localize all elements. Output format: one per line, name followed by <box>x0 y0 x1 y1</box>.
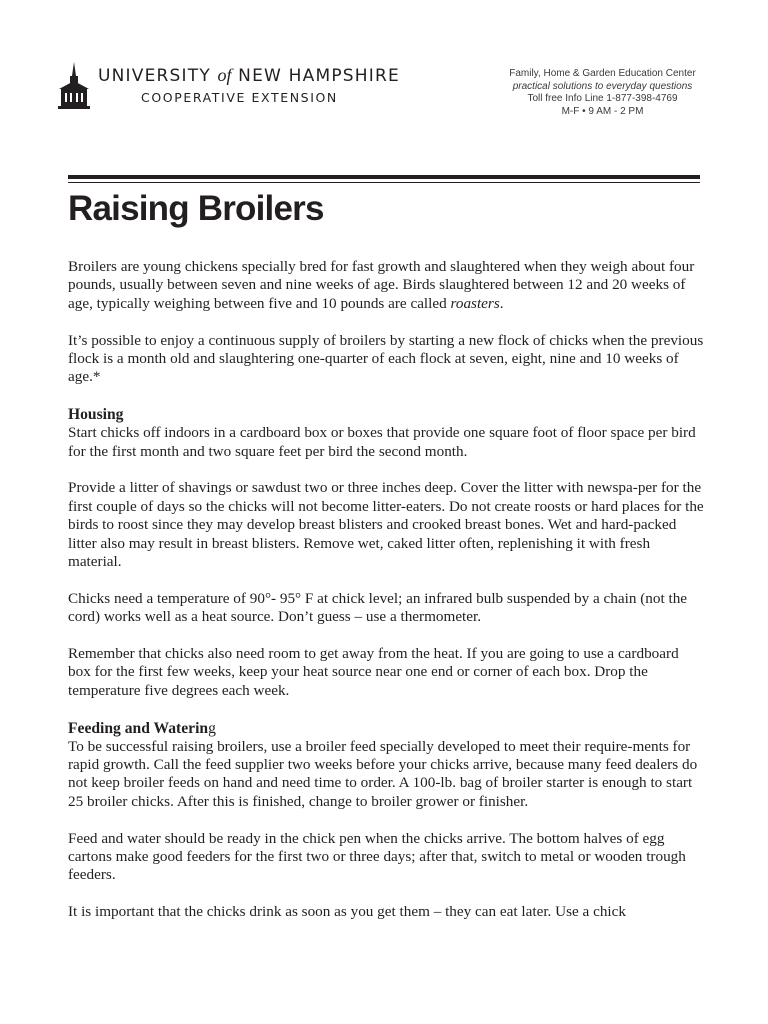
cooperative-extension-label: COOPERATIVE EXTENSION <box>141 90 338 105</box>
education-center-name: Family, Home & Garden Education Center <box>509 68 696 79</box>
intro-paragraph-1: Broilers are young chickens specially bred for fast growth and slaughtered when they weigh about four pounds, usually between seven and nine weeks of age. Birds slaughtered between 12 and 20 weeks of age, typically weighing between five and 10 pounds are called roasters. <box>68 258 695 312</box>
page-title: Raising Broilers <box>68 189 324 228</box>
roasters-term: roasters <box>450 294 500 312</box>
feeding-paragraph-2: Feed and water should be ready in the chick pen when the chicks arrive. The bottom halves of egg cartons make good feeders for the first two or three days; after that, switch to metal or wooden trough feeders. <box>68 829 686 884</box>
feeding-heading: Feeding and Watering <box>68 719 216 737</box>
housing-paragraph-2: Provide a litter of shavings or sawdust two or three inches deep. Cover the litter with newspa-per for the first couple of days so the chicks will not become litter-eaters. Do not create roosts or hard places for the birds to roost since they may develop breast blisters and crooked breast bones. Wet and hard-packed litter also may result in breast blisters. Remove wet, caked litter often, replenishing it with fresh material. <box>68 479 704 571</box>
housing-heading: Housing <box>68 406 124 424</box>
info-line-phone: Toll free Info Line 1-877-398-4769 <box>527 93 678 104</box>
housing-paragraph-3: Chicks need a temperature of 90°- 95° F at chick level; an infrared bulb suspended by a chain (not the cord) works well as a heat source. Don’t guess – use a thermometer. <box>68 589 688 626</box>
header-divider-thick <box>68 175 700 179</box>
housing-paragraph-4: Remember that chicks also need room to get away from the heat. If you are going to use a cardboard box for the first few weeks, keep your heat source near one end or corner of each box. Drop the temperature five degrees each week. <box>68 645 679 699</box>
center-tagline: practical solutions to everyday questions <box>512 80 693 92</box>
contact-info <box>480 68 725 118</box>
intro-paragraph-2: It’s possible to enjoy a continuous supply of broilers by starting a new flock of chicks when the previous flock is a month old and slaughtering one-quarter of each flock at seven, eight, nine and 10 weeks of age.* <box>68 331 704 386</box>
thompson-hall-icon <box>58 62 90 110</box>
page-header <box>0 0 768 170</box>
feeding-paragraph-3: It is important that the chicks drink as soon as you get them – they can eat later. Use a chick <box>68 903 626 921</box>
article-body <box>68 258 704 940</box>
office-hours: M-F • 9 AM - 2 PM <box>561 105 644 117</box>
feeding-paragraph-1: To be successful raising broilers, use a broiler feed specially developed to meet their require-ments for rapid growth. Call the feed supplier two weeks before your chicks arrive, because many feed dealers do not keep broiler feeds on hand and need time to order. A 100-lb. bag of broiler starter is enough to start 25 broiler chicks. After this is finished, change to broiler grower or finisher. <box>68 737 698 810</box>
header-divider-thin <box>68 182 700 183</box>
housing-paragraph-1: Start chicks off indoors in a cardboard box or boxes that provide one square foot of floor space per bird for the first month and two square feet per bird the second month. <box>68 424 696 460</box>
university-name: UNIVERSITY of NEW HAMPSHIRE <box>98 65 400 86</box>
unh-extension-logo <box>58 62 418 112</box>
